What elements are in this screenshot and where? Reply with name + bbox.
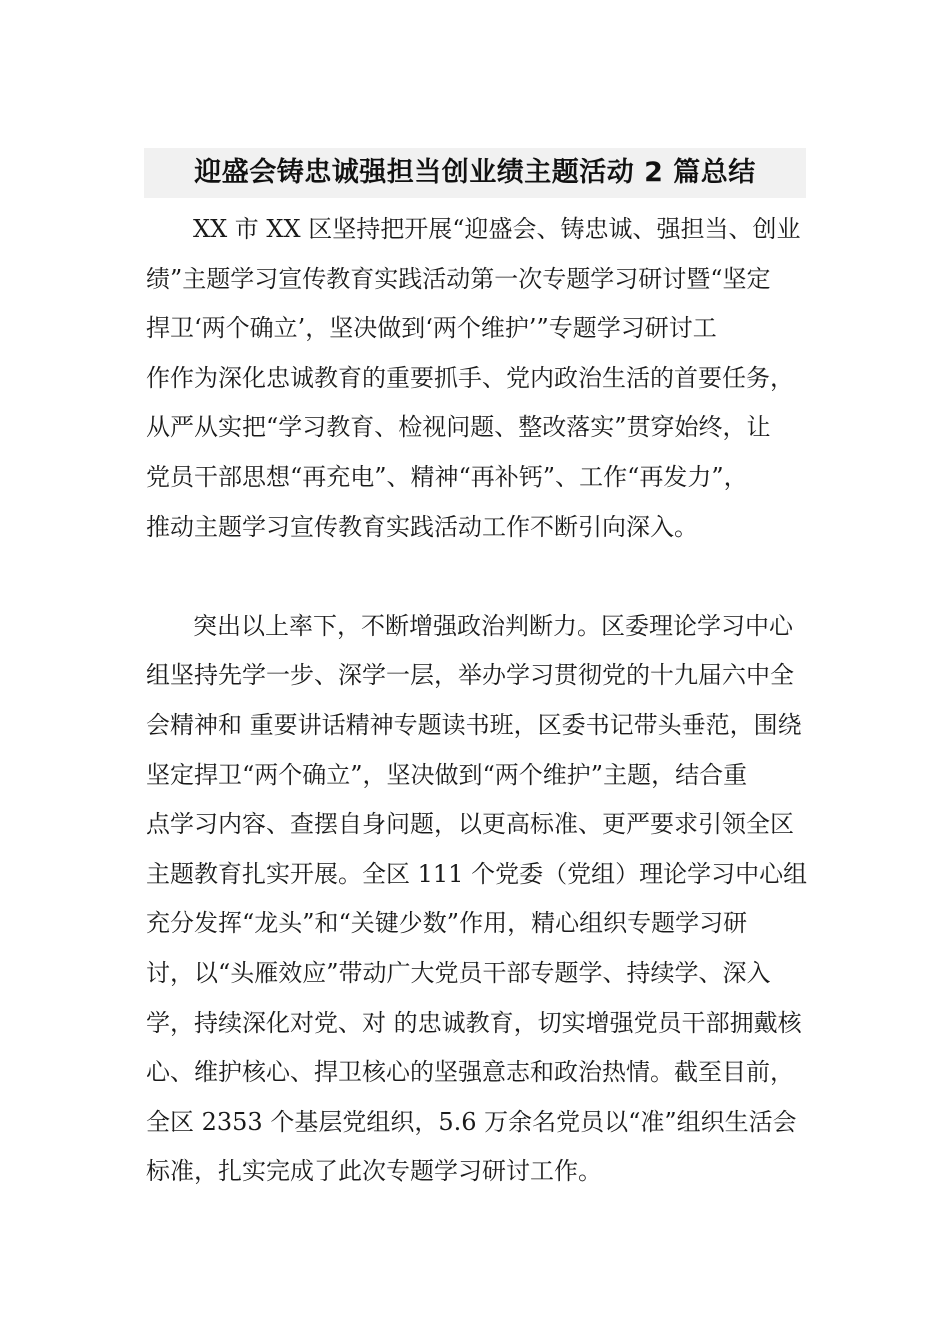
paragraph-line: 捍卫‘两个确立’，坚决做到‘两个维护’”专题学习研讨工	[146, 314, 717, 343]
paragraph-2	[146, 602, 806, 1197]
document-body	[146, 205, 806, 1197]
paragraph-line: 标准，扎实完成了此次专题学习研讨工作。	[146, 1157, 602, 1186]
paragraph-line: 讨，以“头雁效应”带动广大党员干部专题学、持续学、深入	[146, 958, 771, 987]
paragraph-line: 坚定捍卫“两个确立”，坚决做到“两个维护”主题，结合重	[146, 760, 748, 789]
paragraph-line: 会精神和 重要讲话精神专题读书班，区委书记带头垂范，围绕	[146, 710, 802, 739]
paragraph-line: 绩”主题学习宣传教育实践活动第一次专题学习研讨暨“坚定	[146, 264, 771, 293]
paragraph-line: 主题教育扎实开展。全区 111 个党委（党组）理论学习中心组	[146, 859, 808, 888]
paragraph-line: 作作为深化忠诚教育的重要抓手、党内政治生活的首要任务，	[146, 363, 794, 392]
paragraph-line: 学，持续深化对党、对 的忠诚教育，切实增强党员干部拥戴核	[146, 1008, 802, 1037]
paragraph-line: 全区 2353 个基层党组织，5.6 万余名党员以“准”组织生活会	[146, 1107, 797, 1136]
paragraph-line: 点学习内容、查摆自身问题，以更高标准、更严要求引领全区	[146, 810, 794, 839]
paragraph-line: 党员干部思想“再充电”、精神“再补钙”、工作“再发力”，	[146, 462, 748, 491]
paragraph-spacer	[146, 552, 806, 602]
paragraph-1	[146, 205, 806, 552]
paragraph-line: 突出以上率下，不断增强政治判断力。区委理论学习中心	[193, 611, 793, 640]
paragraph-line: XX 市 XX 区坚持把开展“迎盛会、铸忠诚、强担当、创业	[193, 215, 801, 243]
paragraph-line: 组坚持先学一步、深学一层，举办学习贯彻党的十九届六中全	[146, 661, 794, 690]
paragraph-line: 充分发挥“龙头”和“关键少数”作用，精心组织专题学习研	[146, 909, 748, 938]
paragraph-line: 心、维护核心、捍卫核心的坚强意志和政治热情。截至目前，	[146, 1058, 794, 1087]
paragraph-line: 从严从实把“学习教育、检视问题、整改落实”贯穿始终，让	[146, 413, 771, 442]
paragraph-line: 推动主题学习宣传教育实践活动工作不断引向深入。	[146, 512, 698, 541]
document-title: 迎盛会铸忠诚强担当创业绩主题活动 2 篇总结	[194, 157, 756, 188]
